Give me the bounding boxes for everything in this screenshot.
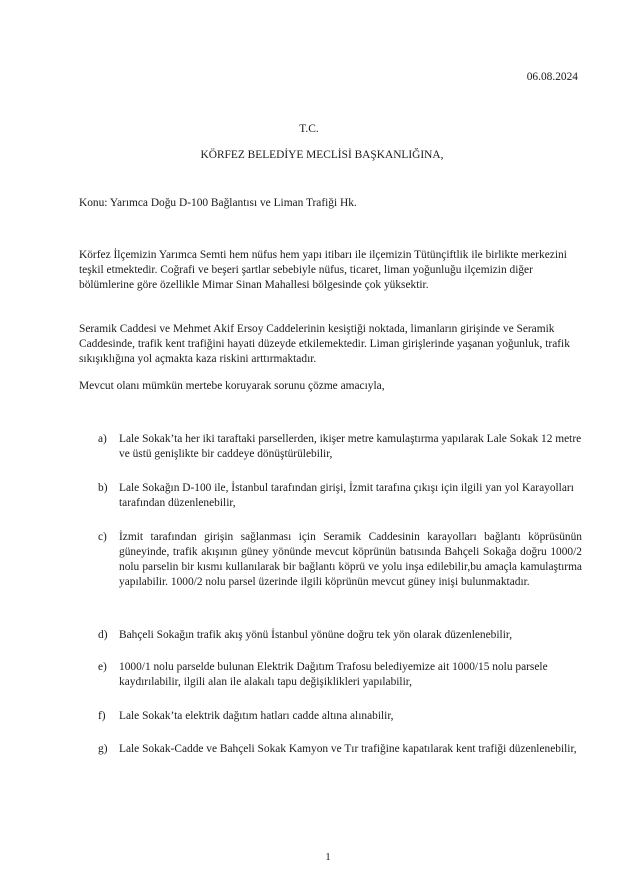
paragraph-purpose: Mevcut olanı mümkün mertebe koruyarak sorunu çözme amacıyla,	[79, 380, 385, 392]
list-marker: a)	[98, 433, 107, 445]
list-item-text: Lale Sokağın D-100 ile, İstanbul tarafından girişi, İzmit tarafına çıkışı için ilgili yan yol Karayolları tarafından düzenlenebilir,	[119, 482, 574, 509]
list-item-text: Lale Sokak’ta her iki taraftaki parsellerden, ikişer metre kamulaştırma yapılarak Lale Sokak 12 metre ve üstü genişlikte bir caddeye dönüştürülebilir,	[119, 433, 582, 460]
list-item-text: Lale Sokak-Cadde ve Bahçeli Sokak Kamyon ve Tır trafiğine kapatılarak kent trafiği düzenlenebilir,	[119, 743, 577, 755]
paragraph-traffic: Seramik Caddesi ve Mehmet Akif Ersoy Caddelerinin kesiştiği noktada, limanların girişinde ve Seramik Caddesinde, trafik kent trafiğini hayati düzeyde etkilemektedir. Liman girişlerinde yaşanan yoğunluk, trafik sıkışıklığına yol açmakta kaza riskini arttırmaktadır.	[79, 323, 570, 365]
tc-heading: T.C.	[299, 123, 319, 135]
list-item-text: İzmit tarafından girişin sağlanması için Seramik Caddesinin karayolları bağlantı köprüsünün güneyinde, trafik akışının güney yönünde mevcut köprünün batısında Bahçeli Sokağa doğru 1000/2 nolu parselin bir kısmı kullanılarak bir bağlantı köprü ve yolu inşa edilebilir,bu amaçla kamulaştırma yapılabilir. 1000/2 nolu parsel üzerinde ilgili köprünün mevcut güney inişi bulunmaktadır.	[119, 531, 582, 588]
document-date: 06.08.2024	[526, 71, 578, 83]
list-marker: g)	[98, 743, 108, 755]
list-marker: d)	[98, 629, 108, 641]
page-number: 1	[325, 851, 331, 863]
list-item-text: Lale Sokak’ta elektrik dağıtım hatları cadde altına alınabilir,	[119, 710, 394, 722]
list-marker: c)	[98, 531, 107, 543]
subject-line: Konu: Yarımca Doğu D-100 Bağlantısı ve Liman Trafiği Hk.	[79, 197, 357, 209]
list-item-text: Bahçeli Sokağın trafik akış yönü İstanbul yönüne doğru tek yön olarak düzenlenebilir,	[119, 629, 513, 641]
addressee-heading: KÖRFEZ BELEDİYE MECLİSİ BAŞKANLIĞINA,	[200, 149, 444, 161]
list-marker: b)	[98, 482, 108, 494]
list-marker: e)	[98, 661, 107, 673]
list-item-text: 1000/1 nolu parselde bulunan Elektrik Dağıtım Trafosu belediyemize ait 1000/15 nolu parsele kaydırılabilir, ilgili alan ile alakalı tapu değişiklikleri yapılabilir,	[119, 661, 548, 688]
paragraph-intro: Körfez İlçemizin Yarımca Semti hem nüfus hem yapı itibarı ile ilçemizin Tütünçiftlik ile birlikte merkezini teşkil etmektedir. Coğrafi ve beşeri şartlar sebebiyle nüfus, ticaret, liman yoğunluğu ilçemizin diğer bölümlerine göre özellikle Mimar Sinan Mahallesi bölgesinde çok yüksektir.	[79, 249, 567, 291]
list-marker: f)	[98, 710, 106, 722]
